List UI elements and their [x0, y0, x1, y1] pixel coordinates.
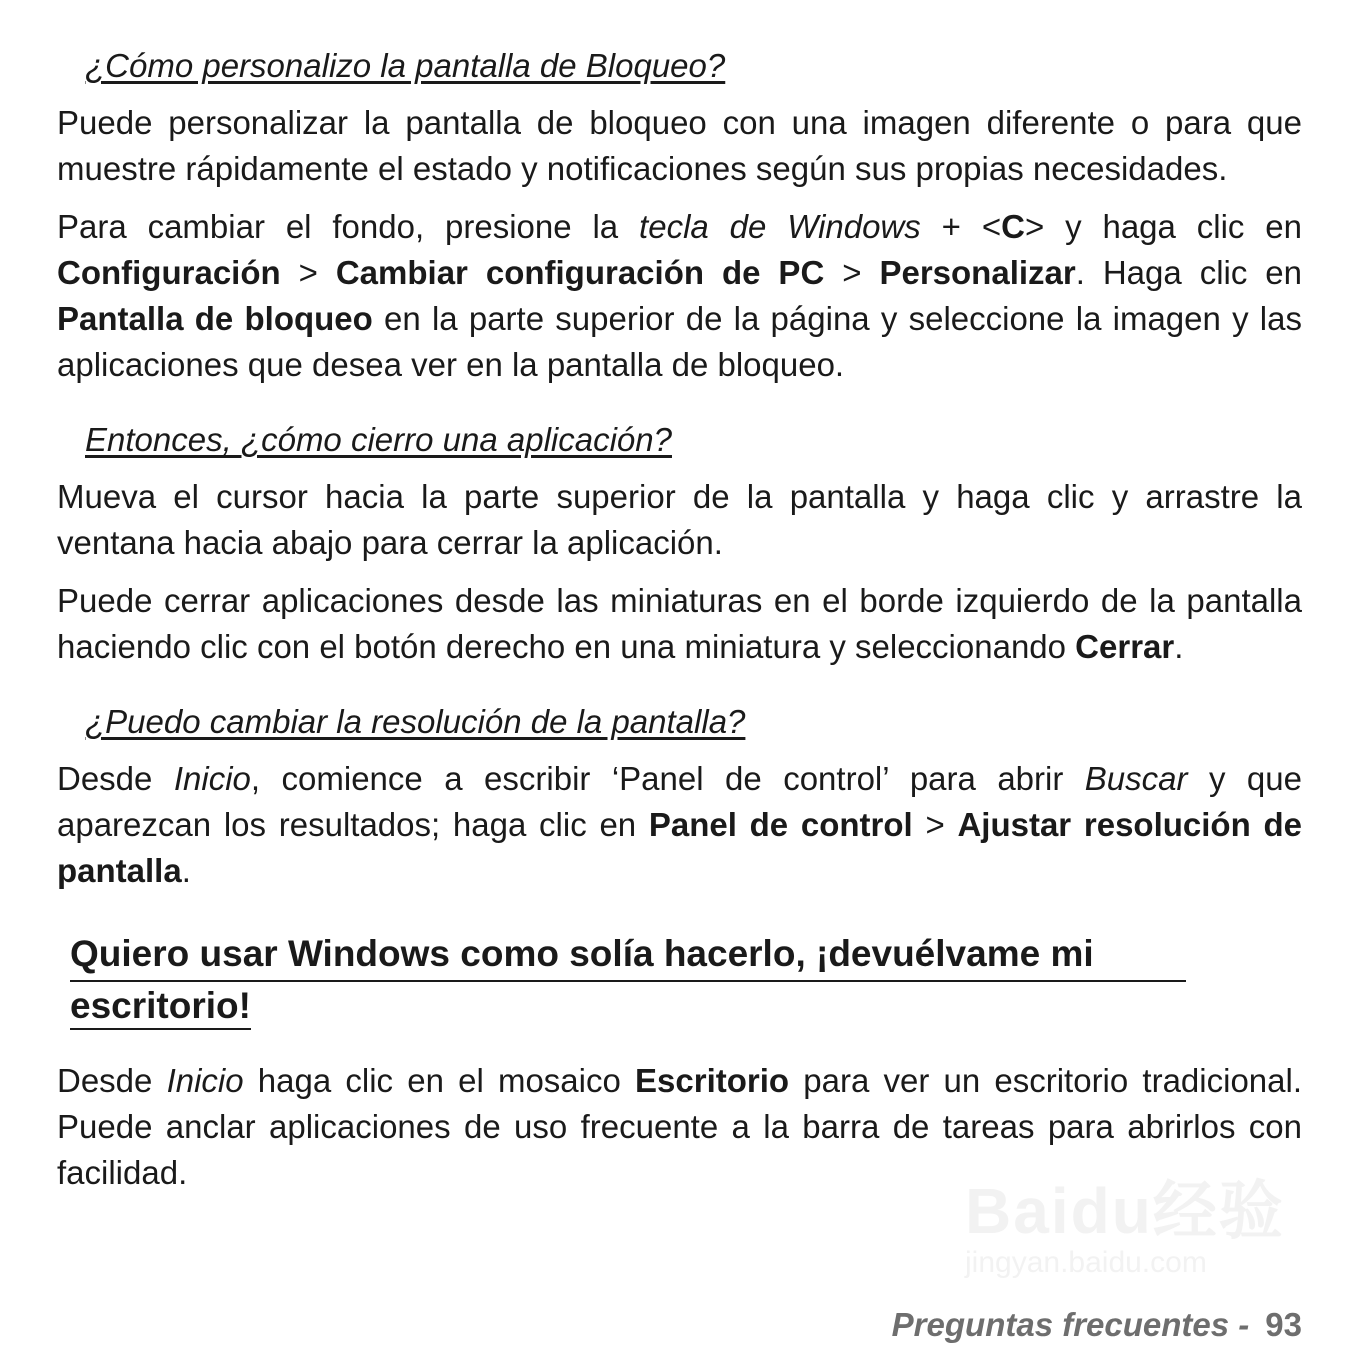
- paragraph-resolution: [57, 756, 1302, 894]
- bold-key: C: [1001, 208, 1025, 245]
- bold-menu: Ajustar resolución de pantalla: [57, 806, 1302, 889]
- bold-menu: Cerrar: [1075, 628, 1175, 665]
- section-heading-desktop: [70, 930, 1188, 1030]
- watermark-url: jingyan.baidu.com: [965, 1246, 1207, 1279]
- heading-line-1: Quiero usar Windows como solía hacerlo, ¡devuélvame mi: [70, 930, 1186, 982]
- text: Puede cerrar aplicaciones desde las miniaturas en el borde izquierdo de la pantalla haciendo clic con el botón derecho en una miniatura y seleccionando: [57, 582, 1302, 665]
- text: , comience a escribir ‘Panel de control’ para abrir: [250, 760, 1085, 797]
- paragraph-lock-screen-steps: [57, 204, 1302, 388]
- paragraph-desktop: [57, 1058, 1302, 1196]
- text: >: [280, 254, 336, 291]
- text: .: [181, 852, 191, 889]
- italic-term: Buscar: [1084, 760, 1188, 797]
- document-page: [57, 44, 1302, 1196]
- text: y que aparezcan los resultados; haga clic en: [57, 760, 1302, 843]
- paragraph-close-app-1: Mueva el cursor hacia la parte superior de la pantalla y haga clic y arrastre la ventana hacia abajo para cerrar la aplicación.: [57, 478, 1302, 561]
- text: para ver un escritorio tradicional. Puede anclar aplicaciones de uso frecuente a la barra de tareas para abrirlos con facilidad.: [57, 1062, 1303, 1191]
- paragraph-close-app-2: [57, 578, 1302, 670]
- text: Desde: [57, 1062, 167, 1099]
- text: + <: [920, 208, 1002, 245]
- bold-menu: Panel de control: [648, 806, 913, 843]
- bold-menu: Escritorio: [635, 1062, 790, 1099]
- heading-line-2: escritorio!: [70, 985, 251, 1030]
- footer-label: Preguntas frecuentes -: [891, 1306, 1250, 1343]
- italic-term: Inicio: [173, 760, 251, 797]
- italic-term: tecla de Windows: [639, 208, 921, 245]
- bold-menu: Configuración: [57, 254, 281, 291]
- text: >: [824, 254, 880, 291]
- question-lock-screen: ¿Cómo personalizo la pantalla de Bloqueo?: [85, 47, 726, 84]
- text: .: [1174, 628, 1184, 665]
- question-close-app: Entonces, ¿cómo cierro una aplicación?: [85, 421, 672, 458]
- text: Para cambiar el fondo, presione la: [57, 208, 640, 245]
- text: > y haga clic en: [1024, 208, 1302, 245]
- text: en la parte superior de la página y seleccione la imagen y las aplicaciones que desea ver en la pantalla de bloqueo.: [57, 300, 1302, 383]
- text: haga clic en el mosaico: [243, 1062, 636, 1099]
- text: >: [912, 806, 958, 843]
- italic-term: Inicio: [166, 1062, 244, 1099]
- text: Desde: [57, 760, 174, 797]
- paragraph-lock-screen-intro: Puede personalizar la pantalla de bloqueo con una imagen diferente o para que muestre rápidamente el estado y notificaciones según sus propias necesidades.: [57, 104, 1302, 187]
- text: . Haga clic en: [1075, 254, 1303, 291]
- bold-menu: Cambiar configuración de PC: [335, 254, 825, 291]
- page-footer: [892, 1306, 1302, 1344]
- bold-menu: Pantalla de bloqueo: [57, 300, 373, 337]
- page-number: 93: [1265, 1306, 1302, 1343]
- question-resolution: ¿Puedo cambiar la resolución de la pantalla?: [85, 703, 746, 740]
- watermark-brand: Baidu经验: [965, 1175, 1285, 1247]
- bold-menu: Personalizar: [879, 254, 1076, 291]
